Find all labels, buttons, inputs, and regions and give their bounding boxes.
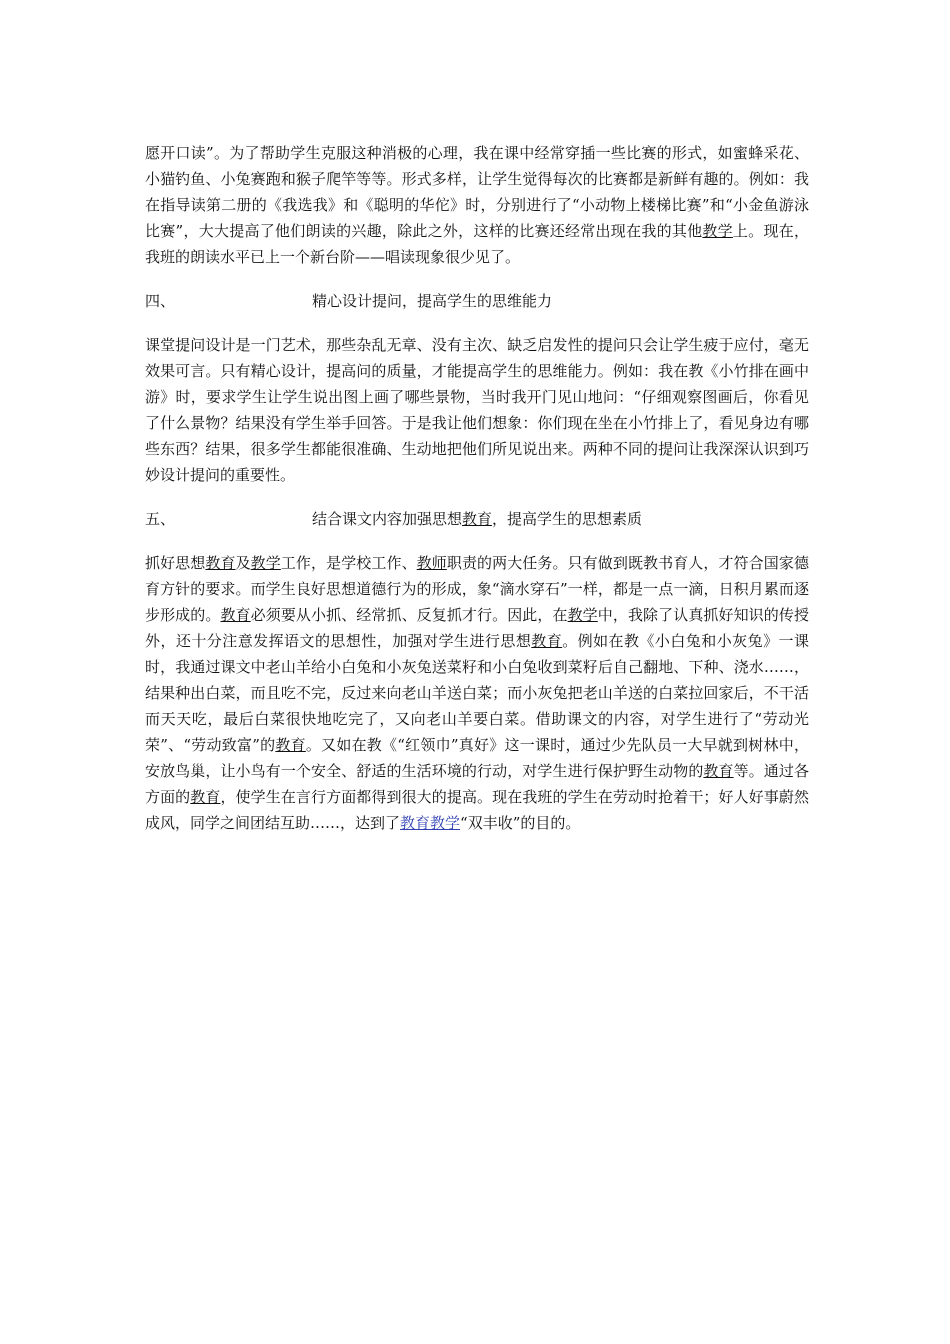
underlined-keyword: 教学	[567, 606, 598, 624]
text-run: ，提高学生的思想素质	[492, 510, 643, 528]
section-number: 五、	[145, 510, 176, 528]
underlined-keyword: 教学	[702, 222, 733, 240]
underlined-keyword: 教育	[462, 510, 493, 528]
text-run: 课堂提问设计是一门艺术，那些杂乱无章、没有主次、缺乏启发性的提问只会让学生疲于应付，毫无效果可言。只有精心设计，提高问的质量，才能提高学生的思维能力。例如：我在教《小竹排在画中游》时，要求学生让学生说出图上画了哪些景物，当时我开门见山地问：“仔细观察图画后，你看见了什么景物？结果没有学生举手回答。于是我让他们想象：你们现在坐在小竹排上了，看见身边有哪些东西？结果，很多学生都能很准确、生动地把他们所见说出来。两种不同的提问让我深深认识到巧妙设计提问的重要性。	[145, 336, 809, 484]
underlined-keyword: 教育	[703, 762, 734, 780]
text-run: 等。通过各方面的	[145, 762, 809, 806]
text-run: 抓好思想	[145, 554, 206, 572]
section-title	[312, 288, 552, 314]
text-run: “双丰收”的目的。	[460, 814, 581, 832]
keyword-link[interactable]: 教育教学	[400, 814, 461, 832]
underlined-keyword: 教育	[205, 554, 236, 572]
text-run: 及	[235, 554, 251, 572]
text-run: 中，我除了认真抓好知识的传授外，还十分注意发挥语文的思想性，加强对学生进行思想	[145, 606, 809, 650]
underlined-keyword: 教学	[250, 554, 281, 572]
text-run: 。例如在教《小白兔和小灰兔》一课时，我通过课文中老山羊给小白兔和小灰兔送菜籽和小白兔收到菜籽后自己翻地、下种、浇水……，结果种出白菜，而且吃不完，反过来向老山羊送白菜；而小灰兔把老山羊送的白菜拉回家后，不干活而天天吃，最后白菜很快地吃完了，又向老山羊要白菜。借助课文的内容，对学生进行了“劳动光荣”、“劳动致富”的	[145, 632, 809, 754]
text-run: 愿开口读”。为了帮助学生克服这种消极的心理，我在课中经常穿插一些比赛的形式，如蜜蜂采花、小猫钓鱼、小兔赛跑和猴子爬竿等等。形式多样，让学生觉得每次的比赛都是新鲜有趣的。例如：我在指导读第二册的《我选我》和《聪明的华佗》时，分别进行了“小动物上楼梯比赛”和“小金鱼游泳比赛”，大大提高了他们朗读的兴趣，除此之外，这样的比赛还经常出现在我的其他	[145, 144, 809, 240]
text-run: 职责的两大任务。只有做到既教书育人，才符合国家德育方针的要求。而学生良好思想道德行为的形成，象“滴水穿石”一样，都是一点一滴，日积月累而逐步形成的。	[145, 554, 809, 624]
document-page	[145, 140, 809, 836]
paragraph-2	[145, 332, 809, 488]
underlined-keyword: 教师	[416, 554, 447, 572]
underlined-keyword: 教育	[531, 632, 563, 650]
section-number: 四、	[145, 292, 176, 310]
underlined-keyword: 教育	[220, 606, 251, 624]
paragraph-1	[145, 140, 809, 270]
section-heading-5	[145, 506, 809, 532]
text-run: ，使学生在言行方面都得到很大的提高。现在我班的学生在劳动时抢着干；好人好事蔚然成风，同学之间团结互助……，达到了	[145, 788, 809, 832]
text-run: 。又如在教《“红领巾”真好》这一课时，通过少先队员一大早就到树林中，安放鸟巢，让小鸟有一个安全、舒适的生活环境的行动，对学生进行保护野生动物的	[145, 736, 809, 780]
section-heading-4	[145, 288, 809, 314]
underlined-keyword: 教育	[275, 736, 306, 754]
underlined-keyword: 教育	[190, 788, 221, 806]
text-run: 必须要从小抓、经常抓、反复抓才行。因此，在	[250, 606, 568, 624]
text-run: 结合课文内容加强思想	[312, 510, 463, 528]
text-run: 上。现在，我班的朗读水平已上一个新台阶——唱读现象很少见了。	[145, 222, 809, 266]
paragraph-3	[145, 550, 809, 836]
section-title	[312, 506, 642, 532]
text-run: 工作，是学校工作、	[280, 554, 417, 572]
text-run: 精心设计提问，提高学生的思维能力	[312, 292, 553, 310]
